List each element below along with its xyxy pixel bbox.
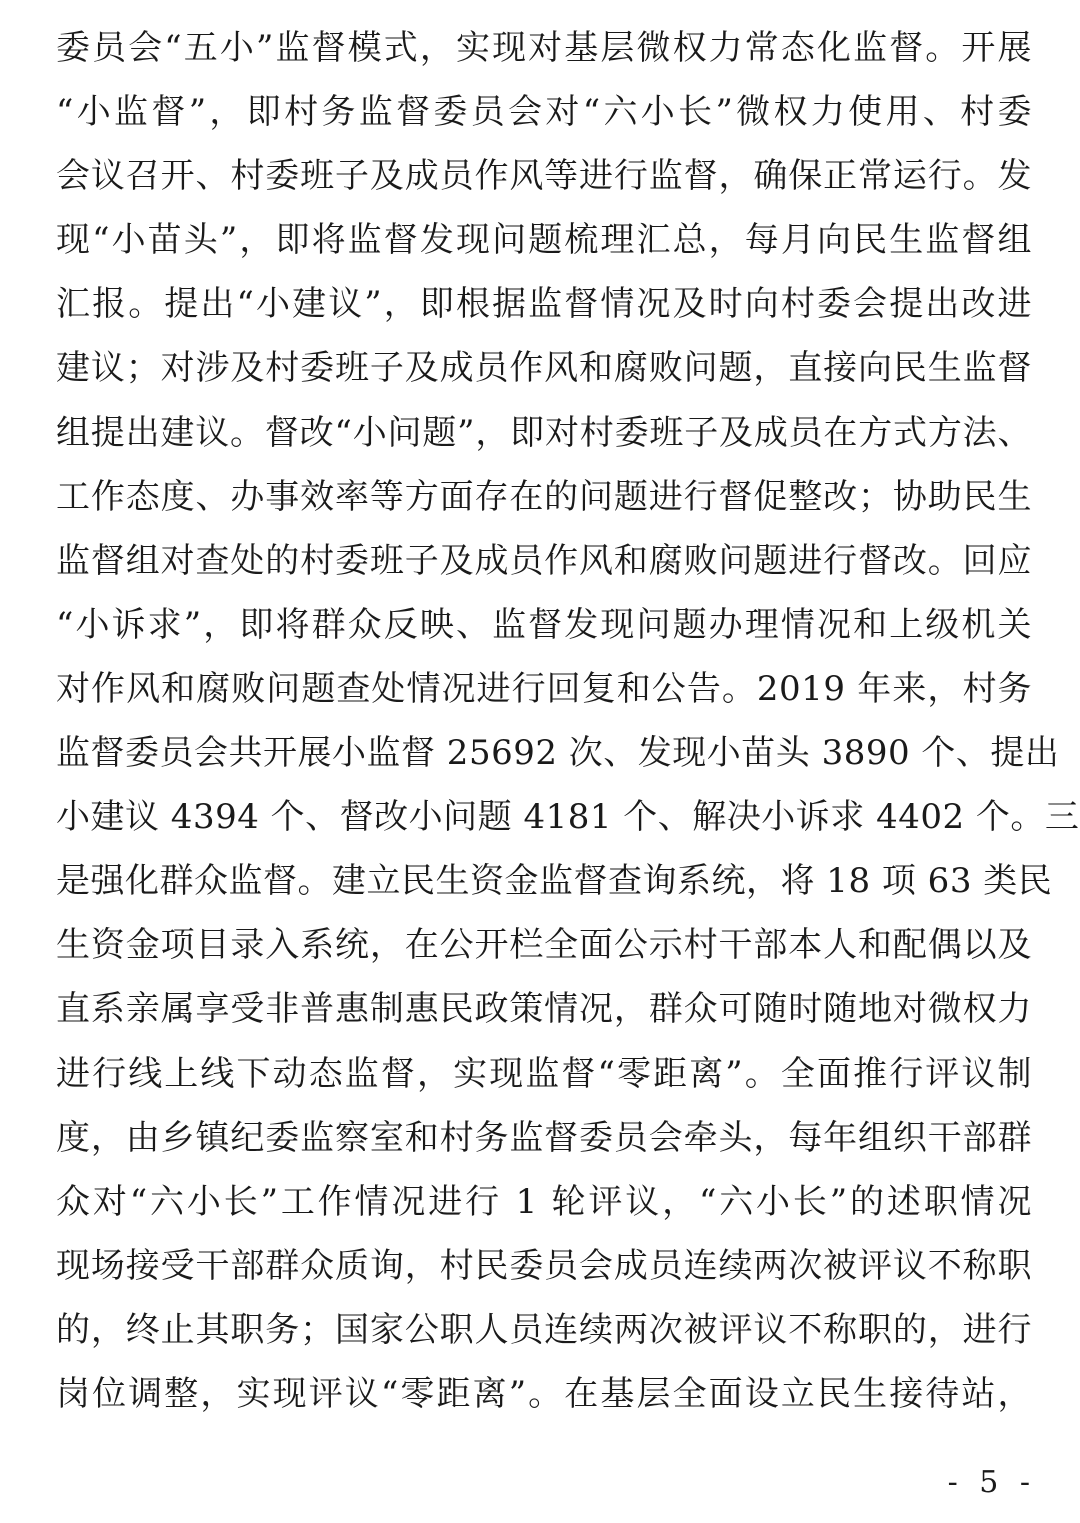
text-line: 监督委员会共开展小监督 25692 次、发现小苗头 3890 个、提出	[56, 733, 1060, 774]
text-line: 现“小苗头”，即将监督发现问题梳理汇总，每月向民生监督组	[56, 220, 1032, 261]
text-line: 组提出建议。督改“小问题”，即对村委班子及成员在方式方法、	[56, 412, 1032, 453]
text-line: 的，终止其职务；国家公职人员连续两次被评议不称职的，进行	[56, 1309, 1032, 1350]
text-line: 建议；对涉及村委班子及成员作风和腐败问题，直接向民生监督	[56, 348, 1032, 389]
page-number: - 5 -	[947, 1465, 1036, 1500]
body-text	[56, 16, 1080, 1426]
text-line: 度，由乡镇纪委监察室和村务监督委员会牵头，每年组织干部群	[56, 1117, 1032, 1158]
text-line: 是强化群众监督。建立民生资金监督查询系统，将 18 项 63 类民	[56, 861, 1053, 902]
text-line: 工作态度、办事效率等方面存在的问题进行督促整改；协助民生	[56, 476, 1032, 517]
text-line: 岗位调整，实现评议“零距离”。在基层全面设立民生接待站，	[56, 1373, 1032, 1414]
text-line: 会议召开、村委班子及成员作风等进行监督，确保正常运行。发	[56, 156, 1032, 197]
text-line: 进行线上线下动态监督，实现监督“零距离”。全面推行评议制	[56, 1053, 1032, 1094]
text-line: 现场接受干部群众质询，村民委员会成员连续两次被评议不称职	[56, 1245, 1032, 1286]
text-line: 委员会“五小”监督模式，实现对基层微权力常态化监督。开展	[56, 28, 1032, 68]
text-line: 小建议 4394 个、督改小问题 4181 个、解决小诉求 4402 个。三	[56, 797, 1080, 838]
text-line: 众对“六小长”工作情况进行 1 轮评议，“六小长”的述职情况	[56, 1181, 1032, 1222]
text-line: 直系亲属享受非普惠制惠民政策情况，群众可随时随地对微权力	[56, 989, 1032, 1030]
text-line: 对作风和腐败问题查处情况进行回复和公告。2019 年来，村务	[56, 668, 1032, 709]
text-line: 监督组对查处的村委班子及成员作风和腐败问题进行督改。回应	[56, 540, 1032, 581]
text-line: 生资金项目录入系统，在公开栏全面公示村干部本人和配偶以及	[56, 925, 1032, 966]
text-line: “小诉求”，即将群众反映、监督发现问题办理情况和上级机关	[56, 604, 1032, 645]
text-line: 汇报。提出“小建议”，即根据监督情况及时向村委会提出改进	[56, 284, 1032, 325]
text-line: “小监督”，即村务监督委员会对“六小长”微权力使用、村委	[56, 92, 1032, 133]
